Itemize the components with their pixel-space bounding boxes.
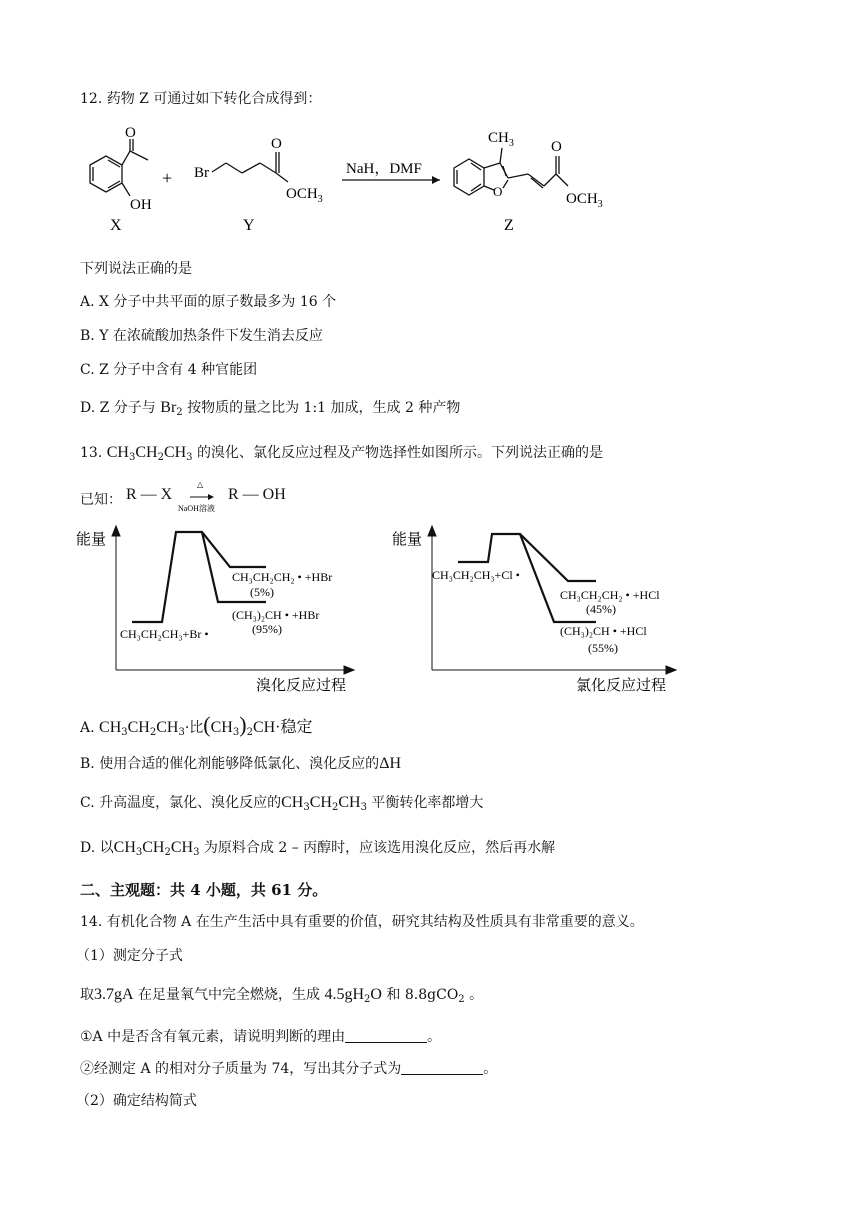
answer-blank-2[interactable] bbox=[401, 1062, 483, 1075]
label-y: Y bbox=[243, 217, 255, 234]
compound-x-structure bbox=[90, 139, 148, 196]
naoh-solution: NaOH溶液 bbox=[178, 504, 215, 513]
anno-55pct: (55%) bbox=[588, 641, 618, 655]
q12-prompt: 下列说法正确的是 bbox=[80, 261, 192, 277]
chlorination-axis-label: 氯化反应过程 bbox=[576, 678, 667, 694]
q14-sub1: ①A 中是否含有氧元素，请说明判断的理由 。 bbox=[80, 1029, 442, 1045]
y-bromine: Br bbox=[194, 165, 209, 181]
energy-axis-label-2: 能量 bbox=[392, 532, 423, 548]
anno-propyl-hbr: CH₃CH₂CH₂ • +HBr bbox=[232, 570, 333, 584]
q12-option-d: D. Z 分子与 $Br_2$ 按物质的量之比为 1:1 加成，生成 2 种产物 bbox=[80, 399, 461, 418]
reaction-arrow-head bbox=[432, 176, 440, 184]
q12-option-c: C. Z 分子中含有 4 种官能团 bbox=[80, 362, 258, 378]
energy-axis-label: 能量 bbox=[76, 532, 107, 548]
reaction-conditions: NaH，DMF bbox=[346, 161, 422, 177]
answer-blank-1[interactable] bbox=[345, 1030, 427, 1043]
x-hydroxyl: OH bbox=[130, 197, 152, 213]
compound-y-structure bbox=[212, 152, 288, 182]
anno-isopropyl-hcl: (CH₃)₂CH • +HCl bbox=[560, 624, 647, 638]
anno-45pct: (45%) bbox=[586, 602, 616, 616]
q12-stem: 12. 药物 Z 可通过如下转化合成得到： bbox=[80, 91, 322, 107]
heat-symbol: △ bbox=[197, 480, 204, 489]
plus-sign: + bbox=[162, 168, 173, 188]
anno-isopropyl-hbr: (CH₃)₂CH • +HBr bbox=[232, 608, 320, 622]
anno-95pct: (95%) bbox=[252, 622, 282, 636]
q14-part2: （2）确定结构简式 bbox=[76, 1093, 197, 1109]
q12-reaction-scheme bbox=[70, 120, 630, 240]
q14-stem: 14. 有机化合物 A 在生产生活中具有重要的价值，研究其结构及性质具有非常重要的意义。 bbox=[80, 914, 644, 930]
z-ring-oxygen: O bbox=[493, 184, 503, 199]
q13-option-b: B. 使用合适的催化剂能够降低氯化、溴化反应的ΔH bbox=[80, 755, 402, 772]
known-label: 已知： bbox=[80, 492, 122, 508]
anno-propane-br: CH₃CH₂CH₃+Br • bbox=[120, 627, 209, 641]
y-methoxy: $OCH_3$ bbox=[286, 186, 323, 205]
x-carbonyl-o: O bbox=[125, 125, 136, 141]
q14-sub2: ②经测定 A 的相对分子质量为 74，写出其分子式为 。 bbox=[80, 1061, 498, 1077]
known-product: R — OH bbox=[228, 486, 286, 503]
q13-option-a: A. $CH_3CH_2CH_3\cdot$比$(CH_3)_2CH\cdot$稳定 bbox=[80, 712, 313, 738]
chlorination-energy-diagram bbox=[390, 520, 690, 695]
q12-option-b: B. Y 在浓硫酸加热条件下发生消去反应 bbox=[80, 328, 323, 344]
q12-option-a: A. X 分子中共平面的原子数最多为 16 个 bbox=[80, 294, 337, 310]
z-methyl: $CH_3$ bbox=[488, 130, 514, 149]
z-carbonyl-o: O bbox=[551, 139, 562, 155]
q14-part1: （1）测定分子式 bbox=[76, 948, 183, 964]
section-title: 二、主观题：共 4 小题，共 61 分。 bbox=[80, 881, 328, 899]
anno-5pct: (5%) bbox=[250, 585, 274, 599]
anno-propane-cl: CH₃CH₂CH₃+Cl • bbox=[432, 568, 520, 582]
anno-propyl-hcl: CH₃CH₂CH₂ • +HCl bbox=[560, 588, 660, 602]
y-carbonyl-o: O bbox=[271, 136, 282, 152]
label-x: X bbox=[110, 217, 122, 234]
known-reactant: R — X bbox=[126, 486, 173, 503]
label-z: Z bbox=[504, 217, 514, 234]
q14-combustion-line: 取3.7gA 在足量氧气中完全燃烧，生成 $4.5gH_2O$ 和 8.8gCO$_2$ 。 bbox=[80, 986, 484, 1005]
q13-option-d: D. 以$CH_3CH_2CH_3$ 为原料合成 2 – 丙醇时，应该选用溴化反应，然后再水解 bbox=[80, 839, 556, 858]
z-methoxy: $OCH_3$ bbox=[566, 191, 603, 210]
q13-option-c: C. 升高温度，氯化、溴化反应的$CH_3CH_2CH_3$ 平衡转化率都增大 bbox=[80, 794, 484, 813]
q13-stem: 13. $CH_3CH_2CH_3$ 的溴化、氯化反应过程及产物选择性如图所示。下列说法正确的是 bbox=[80, 444, 603, 463]
compound-z-structure bbox=[454, 148, 568, 195]
bromination-energy-diagram bbox=[70, 520, 360, 695]
known-arrow bbox=[176, 478, 228, 514]
bromination-axis-label: 溴化反应过程 bbox=[256, 678, 347, 694]
